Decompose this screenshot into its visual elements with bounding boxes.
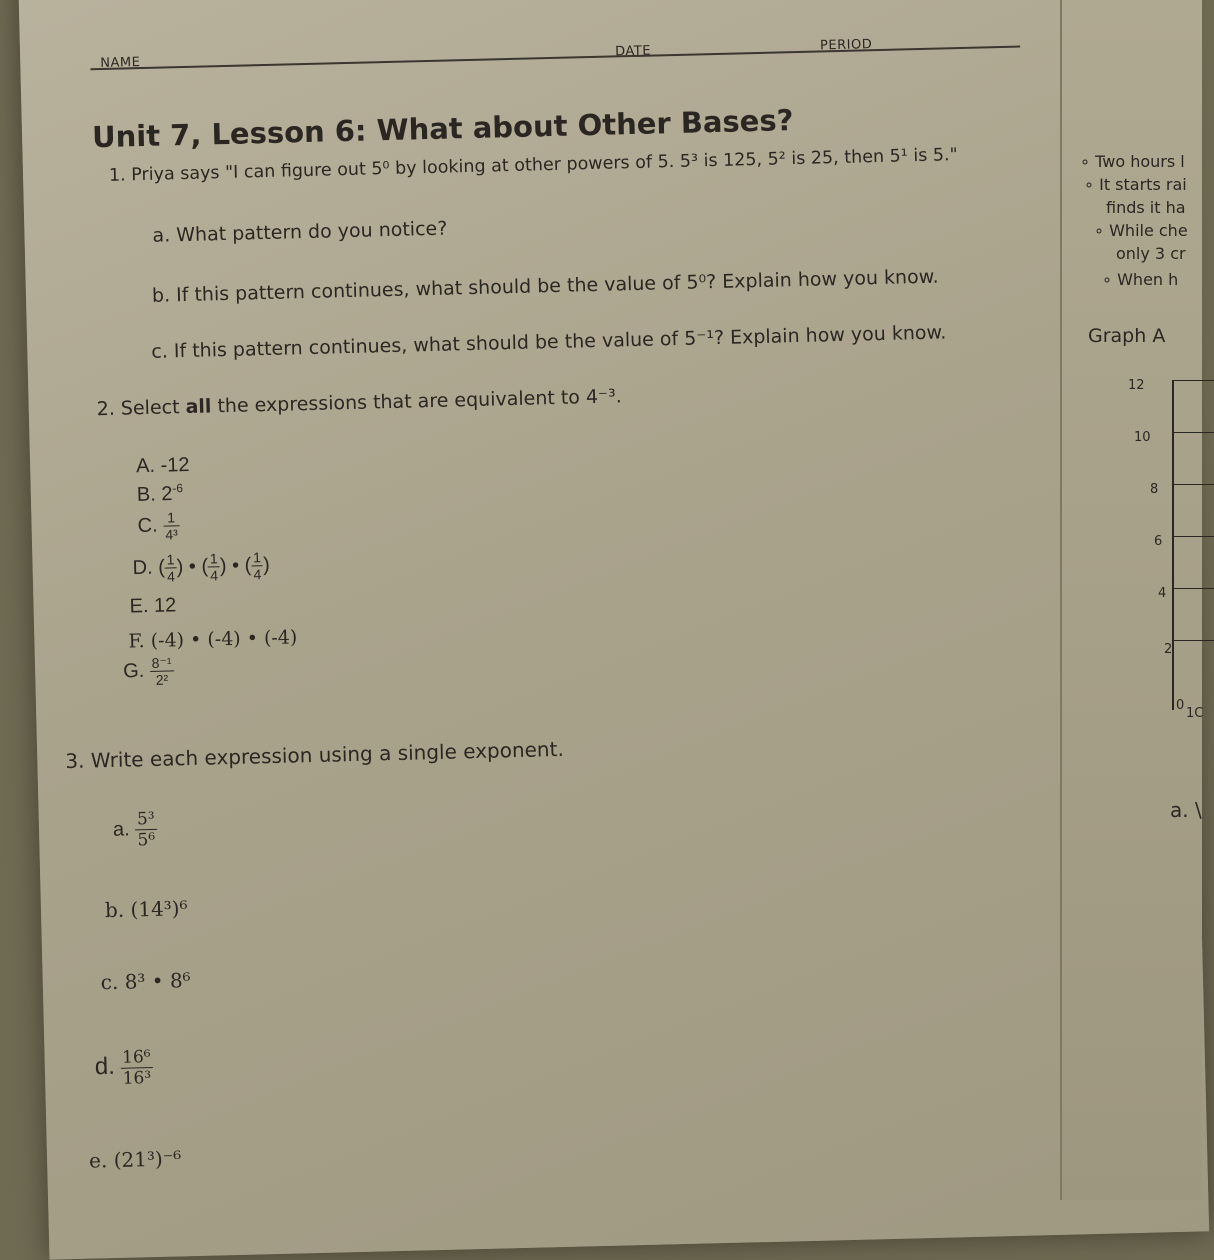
date-label: DATE bbox=[614, 43, 652, 60]
q1b-text: b. If this pattern continues, what should be the value of 5⁰? Explain how you know. bbox=[151, 265, 939, 307]
q1-prompt: 1. Priya says "I can figure out 5⁰ by looking at other powers of 5. 5³ is 125, 5² is 25, then 5¹ is 5." bbox=[108, 145, 958, 186]
q2-prompt: 2. Select all the expressions that are equivalent to 4⁻³. bbox=[96, 385, 622, 421]
q2-option-a[interactable]: A. -12 bbox=[135, 453, 190, 478]
tick-label: 2 bbox=[1164, 642, 1173, 657]
tick-label: 8 bbox=[1150, 482, 1159, 497]
tick-label: 6 bbox=[1154, 534, 1163, 549]
gridline bbox=[1174, 484, 1214, 485]
tick-label: 4 bbox=[1158, 586, 1167, 601]
gridline bbox=[1174, 380, 1214, 381]
page-title: Unit 7, Lesson 6: What about Other Bases? bbox=[91, 103, 794, 155]
q3b-expression: b. (14³)⁶ bbox=[104, 896, 188, 923]
side-bullet-3: finds it ha bbox=[1106, 198, 1186, 217]
adjacent-page bbox=[1060, 0, 1202, 1200]
gridline bbox=[1174, 536, 1214, 537]
q2-option-d[interactable]: D. ( $\frac{1}{4}$ ) • ( $\frac{1}{4}$ ) • ( $\frac{1}{4}$ ) bbox=[132, 549, 271, 585]
period-label: PERIOD bbox=[819, 37, 873, 54]
q2-option-e[interactable]: E. 12 bbox=[129, 594, 177, 618]
x-tick-label: 1C bbox=[1186, 706, 1204, 721]
worksheet-page bbox=[18, 0, 1209, 1260]
q1a-text: a. What pattern do you notice? bbox=[152, 217, 448, 247]
q2g-fraction: $\frac{\text{8⁻¹}}{\text{2²}}$ bbox=[149, 654, 174, 688]
q3c-expression: c. 8³ • 8⁶ bbox=[100, 968, 191, 995]
gridline bbox=[1174, 640, 1214, 641]
tick-label: 10 bbox=[1134, 430, 1151, 445]
q3a-expression: a. $\frac{\text{5³}}{\text{5⁶}}$ bbox=[112, 808, 156, 851]
gridline bbox=[1174, 432, 1214, 433]
graph-title: Graph A bbox=[1088, 325, 1166, 347]
q2-option-c[interactable]: C. $\frac{1}{\text{4³}}$ bbox=[137, 509, 179, 543]
side-bullet-6: ∘ When h bbox=[1102, 270, 1179, 289]
q2-option-g[interactable]: G. $\frac{\text{8⁻¹}}{\text{2²}}$ bbox=[123, 654, 174, 688]
q1c-text: c. If this pattern continues, what should be the value of 5⁻¹? Explain how you know. bbox=[151, 321, 947, 363]
side-bullet-5: only 3 cr bbox=[1116, 244, 1186, 263]
tick-label: 0 bbox=[1176, 698, 1185, 713]
side-bullet-1: ∘ Two hours l bbox=[1080, 152, 1185, 171]
name-label: NAME bbox=[100, 55, 141, 72]
side-question-a: a. \ bbox=[1170, 798, 1202, 822]
side-bullet-2: ∘ It starts rai bbox=[1084, 175, 1187, 194]
tick-label: 12 bbox=[1128, 378, 1145, 393]
q3-prompt: 3. Write each expression using a single exponent. bbox=[65, 736, 565, 774]
q2c-fraction: $\frac{1}{\text{4³}}$ bbox=[163, 509, 180, 542]
graph-y-axis bbox=[1172, 380, 1214, 710]
gridline bbox=[1174, 588, 1214, 589]
q3e-expression: e. (21³)⁻⁶ bbox=[88, 1146, 182, 1173]
side-bullet-4: ∘ While che bbox=[1094, 221, 1188, 240]
q2-option-f[interactable]: F. (-4) • (-4) • (-4) bbox=[128, 626, 298, 653]
q2-option-b[interactable]: B. $2^{-6}$ bbox=[136, 481, 184, 506]
q3d-expression: d. $\frac{\text{16⁶}}{\text{16³}}$ bbox=[94, 1047, 152, 1089]
